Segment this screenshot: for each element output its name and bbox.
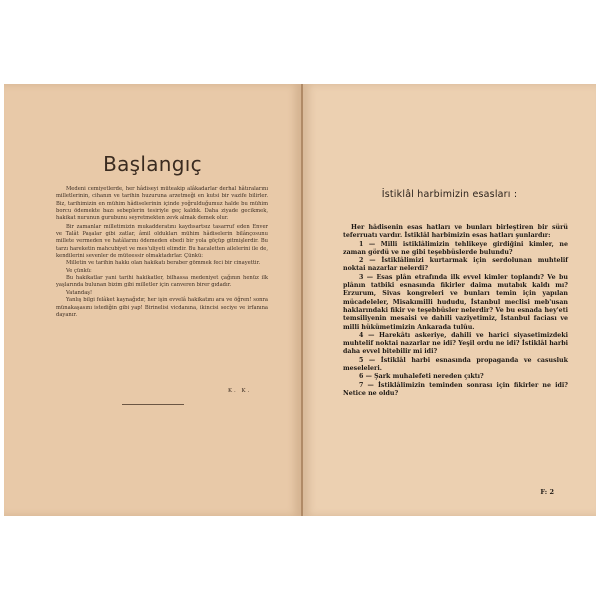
list-item: 5 — İstiklâl harbi esnasında propaganda ve casusluk meseleleri.	[343, 356, 568, 373]
paragraph: Medeni cemiyetlerde, her hâdiseyi müteakip alâkadarlar derhal hâtıralarını milletlerinin, cihanın ve tarihin huzuruna arzetmeği en kutsi bir vazife bilirler. Biz, tarihimizin en mühim hâdiselerinin içinde yoğrulduğumuz halde bu mühim borcu ödemekte bazı sebeplerin tesiriyle geç kaldık. Daha ziyade gecikmek, hakikat nurunun gurubunu seyretmekten zevk almak demek olur.	[56, 186, 268, 222]
list-item: 4 — Harekâtı askeriye, dahili ve harici siyasetimizdeki muhtelif noktai nazarlar ne idi? Yeşil ordu ne idi? İstiklâl harbi daha evvel bitebilir mi idi?	[343, 331, 568, 356]
right-page	[303, 84, 596, 516]
list-item: 2 — İstiklâlimizi kurtarmak için serdolunan muhtelif noktai nazarlar nelerdi?	[343, 257, 568, 273]
list-item: 7 — İstiklâlimizin teminden sonrası için fikirler ne idi? Netice ne oldu?	[343, 381, 568, 397]
list-item: 6 — Şark muhalefeti nereden çıktı?	[359, 373, 484, 381]
section-title: İstiklâl harbimizin esasları :	[381, 189, 518, 200]
book-spread	[4, 84, 596, 516]
paragraph: Bu hakikatlar yani tarihi hakikatler, bilhassa medeniyet çağının henüz ilk yaşlarında bulunan bizim gibi milletler için canveren birer gıdadır.	[56, 275, 268, 289]
signature: K. K.	[228, 388, 252, 394]
list-item: 1 — Milli istiklâlimizin tehlikeye girdiğini kimler, ne zaman gördü ve ne gibi teşebbüslerde bulundu?	[343, 240, 568, 256]
left-page	[4, 84, 301, 516]
paragraph: Bir zamanlar milletimizin mukadderatını kaydısartsız tasarruf eden Enver ve Talât Paşalar gibi zatlar, âmil oldukları mühim hâdiselerin bilânçosunu millete vermeden ve hatâlarını ödemeden ebedi bir yola göçüp gitmişlerdir. Bu tarzı hareketin mahcubiyet ve mes'uliyeti elimdir. Bu hacaletten ailelerini ile de, kendilerini sevenler de müteessir olmaktadırlar. Çünkü:	[56, 223, 268, 260]
paragraph: Yanlış bilgi felâket kaynağıdır, her işin evvelâ hakikatını ara ve öğren! sonra münakaşasını istediğin gibi yap! Birinelisi vicdanına, ikincisi seciye ve irfanına dayanır.	[56, 297, 268, 318]
divider-rule	[122, 404, 184, 405]
paragraph: Vatandaş!	[66, 289, 93, 296]
list-item: 3 — Esas plân etrafında ilk evvel kimler toplandı? Ve bu plânın tatbiki esnasında fikirler daima mutabık kaldı mı? Erzurum, Sivas kongreleri ve bunları temin için yapılan mücadeleler, Misakımilli hududu, İstanbul meclisi meb'usan haklarındaki fikir ve teşebbüsler nelerdir? Ve bu esnada hey'eti temsiliyenin mesaisi ve dahili vaziyetimiz, İstanbul faciası ve milli hükümetimizin Ankarada tulûu.	[343, 273, 568, 331]
paragraph: Ve çünkü:	[66, 267, 92, 274]
paragraph: Milletin ve tarihin hakkı olan hakikatı beraber gömmek feci bir cinayettir.	[66, 260, 261, 267]
section-body	[343, 224, 568, 398]
page-title: Başlangıç	[103, 152, 202, 176]
page-number: F: 2	[540, 488, 554, 496]
preface-text	[56, 186, 268, 319]
intro-paragraph: Her hâdisenin esas hatları ve bunları birleştiren bir sürü teferruatı vardır. İstiklâl harbimizin esas hatları şunlardır:	[343, 224, 568, 240]
